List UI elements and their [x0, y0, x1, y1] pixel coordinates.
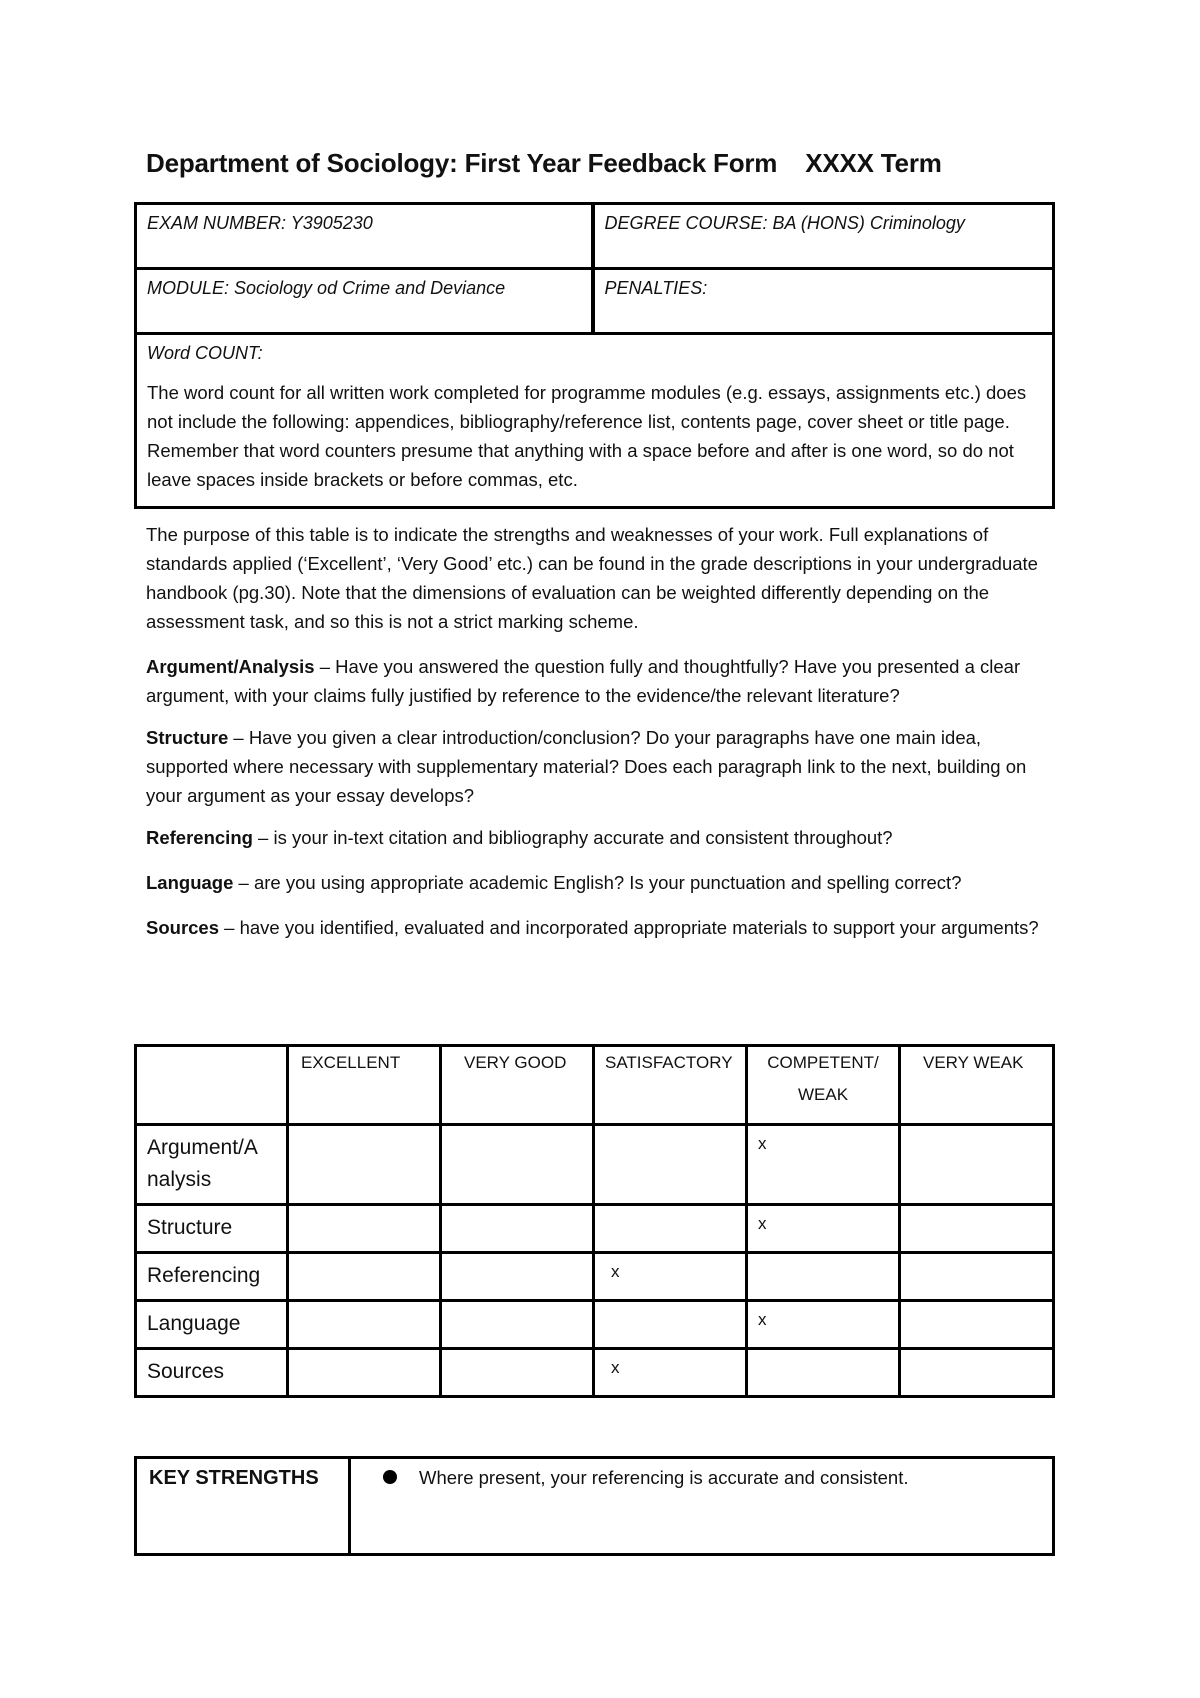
key-strengths-item: Where present, your referencing is accurate and consistent. [350, 1458, 1054, 1555]
grid-row-referencing [136, 1253, 1054, 1301]
purpose-paragraph: The purpose of this table is to indicate the strengths and weaknesses of your work. Full explanations of standards applied (‘Excellent’, ‘Very Good’ etc.) can be found in the grade descriptions in your undergraduate handbook (pg.30). Note that the dimensions of evaluation can be weighted differently depending on the assessment task, and so this is not a strict marking scheme. [146, 524, 1038, 632]
grid-row-label: Sources [136, 1349, 288, 1397]
grid-cell [594, 1205, 747, 1253]
criterion-argument: Argument/Analysis – Have you answered the question fully and thoughtfully? Have you presented a clear argument, with your claims fully justified by reference to the evidence/the relevant literature? [146, 656, 1021, 706]
grid-cell [288, 1253, 441, 1301]
grid-row-label: Referencing [136, 1253, 288, 1301]
grid-row-language [136, 1301, 1054, 1349]
word-count-cell [136, 334, 1054, 508]
grid-row-structure [136, 1205, 1054, 1253]
key-strengths-table [134, 1456, 1055, 1556]
grid-cell [441, 1349, 594, 1397]
grid-cell [900, 1253, 1054, 1301]
info-table [134, 202, 1055, 509]
grid-cell: x [594, 1349, 747, 1397]
grid-cell [747, 1349, 900, 1397]
grid-cell [594, 1125, 747, 1205]
rating-grid [134, 1044, 1055, 1398]
grid-cell: x [747, 1205, 900, 1253]
grid-cell [900, 1349, 1054, 1397]
grid-corner-cell [136, 1046, 288, 1125]
criterion-structure: Structure – Have you given a clear introduction/conclusion? Do your paragraphs have one main idea, supported where necessary with supplementary material? Does each paragraph link to the next, building on your argument as your essay develops? [146, 727, 1027, 806]
word-count-text: The word count for all written work completed for programme modules (e.g. essays, assignments etc.) does not include the following: appendices, bibliography/reference list, contents page, cover sheet or title page. Remember that word counters presume that anything with a space before and after is one word, so do not leave spaces inside brackets or before commas, etc. [147, 382, 1027, 490]
grid-cell [288, 1301, 441, 1349]
degree-course-cell: DEGREE COURSE: BA (HONS) Criminology [593, 204, 1054, 269]
grid-cell [288, 1125, 441, 1205]
criterion-referencing: Referencing – is your in-text citation and bibliography accurate and consistent throughout? [146, 827, 893, 848]
grid-cell: x [594, 1253, 747, 1301]
grid-cell [441, 1253, 594, 1301]
grid-row-argument [136, 1125, 1054, 1205]
grid-cell [747, 1253, 900, 1301]
grid-cell [594, 1301, 747, 1349]
grid-header-satisfactory: SATISFACTORY [594, 1046, 747, 1125]
grid-cell [441, 1205, 594, 1253]
grid-row-label: Language [136, 1301, 288, 1349]
grid-row-label: Argument/A nalysis [136, 1125, 288, 1205]
grid-cell [900, 1301, 1054, 1349]
grid-header-very-good: VERY GOOD [441, 1046, 594, 1125]
criterion-sources: Sources – have you identified, evaluated and incorporated appropriate materials to support your arguments? [146, 917, 1039, 938]
grid-row-label: Structure [136, 1205, 288, 1253]
word-count-label: Word COUNT: [147, 343, 263, 363]
grid-cell [288, 1205, 441, 1253]
criterion-language: Language – are you using appropriate academic English? Is your punctuation and spelling correct? [146, 872, 962, 893]
grid-header-very-weak: VERY WEAK [900, 1046, 1054, 1125]
grid-cell [441, 1301, 594, 1349]
module-cell: MODULE: Sociology od Crime and Deviance [136, 269, 593, 334]
grid-header-competent-weak: COMPETENT/ WEAK [747, 1046, 900, 1125]
grid-cell: x [747, 1125, 900, 1205]
grid-cell [900, 1125, 1054, 1205]
title-term: XXXX Term [805, 148, 942, 178]
bullet-icon [383, 1470, 397, 1484]
grid-cell: x [747, 1301, 900, 1349]
grid-cell [900, 1205, 1054, 1253]
grid-row-sources [136, 1349, 1054, 1397]
title-main: Department of Sociology: First Year Feedback Form [146, 148, 778, 178]
criteria-list [146, 652, 1066, 942]
exam-number-cell: EXAM NUMBER: Y3905230 [136, 204, 593, 269]
grid-header-excellent: EXCELLENT [288, 1046, 441, 1125]
key-strengths-label: KEY STRENGTHS [136, 1458, 350, 1555]
penalties-cell: PENALTIES: [593, 269, 1054, 334]
grid-cell [288, 1349, 441, 1397]
page-title [146, 148, 1096, 179]
grid-cell [441, 1125, 594, 1205]
